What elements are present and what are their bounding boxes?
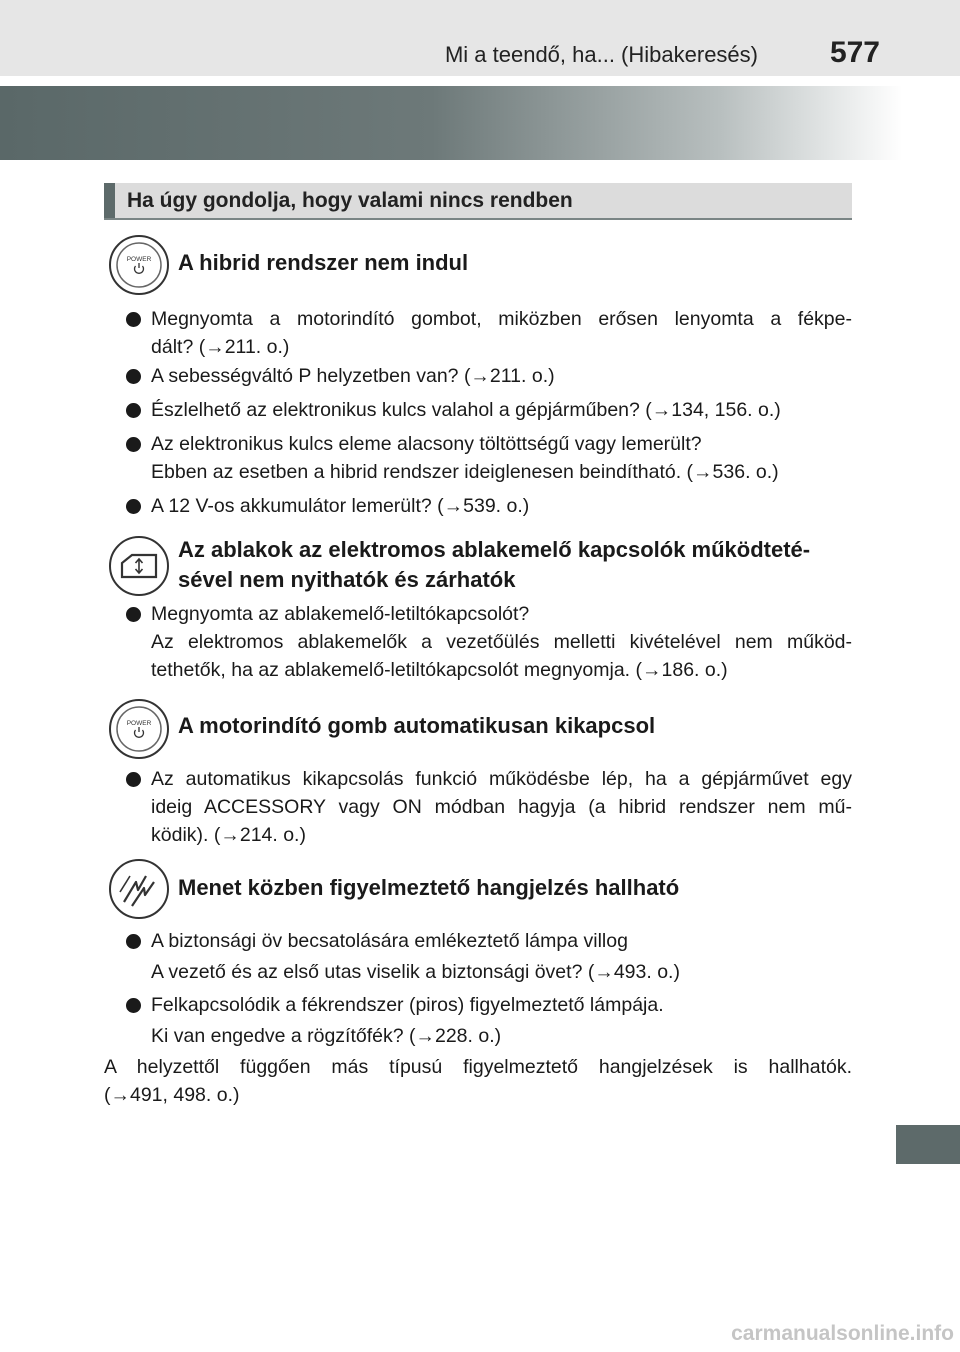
- section-title: Ha úgy gondolja, hogy valami nincs rendben: [127, 189, 573, 212]
- closing-paragraph: A helyzettől függően más típusú figyelmeztető hangjelzések is hallhatók. (→491, 498. o.): [104, 1056, 852, 1106]
- section-header-bar: [104, 183, 115, 218]
- bullet-dot: [126, 403, 141, 418]
- list-item: Az automatikus kikapcsolás funkció működésbe lép, ha a gépjárművet egy ideig ACCESSORY vagy ON módban hagyja (a hibrid rendszer nem mű- ködik). (→214. o.): [126, 765, 852, 849]
- heading-auto-power-off: A motorindító gomb automatikusan kikapcsol: [178, 713, 656, 738]
- power-label: POWER: [126, 256, 152, 263]
- page-number: 577: [829, 36, 880, 69]
- list-item: Észlelhető az elektronikus kulcs valahol a gépjárműben? (→134, 156. o.): [126, 396, 852, 424]
- sub-line: Ki van engedve a rögzítőfék? (→228. o.): [151, 1025, 502, 1047]
- list-item: Az elektronikus kulcs eleme alacsony töltöttségű vagy lemerült? Ebben az esetben a hibrid rendszer ideiglenesen beindítható. (→536. o.): [126, 430, 852, 486]
- bullet-dot: [126, 772, 141, 787]
- warning-buzzer-icon: [108, 858, 170, 920]
- bullet-dot: [126, 437, 141, 452]
- list-item: Megnyomta a motorindító gombot, miközben erősen lenyomta a fékpe- dált? (→211. o.): [126, 305, 852, 361]
- sub-line: A vezető és az első utas viselik a biztonsági övet? (→493. o.): [151, 961, 680, 983]
- bullet-dot: [126, 369, 141, 384]
- power-label: POWER: [126, 720, 152, 727]
- list-item: A 12 V-os akkumulátor lemerült? (→539. o.): [126, 492, 852, 520]
- chapter-side-tab: [896, 1125, 960, 1164]
- heading-power-windows: Az ablakok az elektromos ablakemelő kapcsolók működteté- sével nem nyithatók és zárhatók: [178, 537, 811, 592]
- bullet-dot: [126, 934, 141, 949]
- bullet-dot: [126, 998, 141, 1013]
- section-header: [104, 183, 852, 220]
- list-item: A biztonsági öv becsatolására emlékeztető lámpa villog: [126, 927, 852, 955]
- power-button-icon: [108, 234, 170, 296]
- chapter-gradient-band: [0, 86, 960, 160]
- running-title: Mi a teendő, ha... (Hibakeresés): [444, 42, 758, 67]
- list-item: Felkapcsolódik a fékrendszer (piros) figyelmeztető lámpája.: [126, 991, 852, 1019]
- watermark: carmanualsonline.info: [731, 1322, 954, 1345]
- bullet-dot: [126, 607, 141, 622]
- bullet-dot: [126, 499, 141, 514]
- list-item: A sebességváltó P helyzetben van? (→211. o.): [126, 362, 852, 390]
- list-item: Megnyomta az ablakemelő-letiltókapcsolót? Az elektromos ablakemelők a vezetőülés melletti kivételével nem működ- tethetők, ha az ablakemelő-letiltókapcsolót megnyomja. (→186. o.): [126, 600, 852, 684]
- heading-warning-buzzer: Menet közben figyelmeztető hangjelzés hallható: [178, 875, 680, 900]
- power-window-icon: [108, 535, 170, 597]
- power-button-icon: [108, 698, 170, 760]
- bullet-dot: [126, 312, 141, 327]
- heading-hybrid-system: A hibrid rendszer nem indul: [178, 250, 469, 275]
